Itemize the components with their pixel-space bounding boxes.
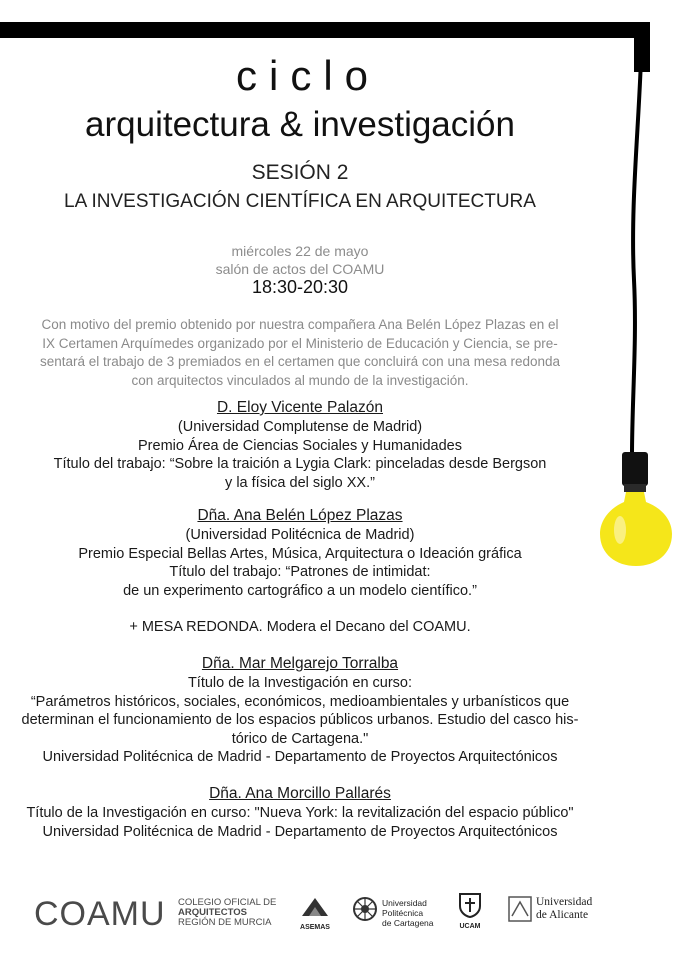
panelist-line: Universidad Politécnica de Madrid - Departamento de Proyectos Arquitectónicos (42, 823, 558, 840)
ua-text-line: Universidad (536, 896, 593, 908)
panelist-line: Título de la Investigación en curso: (187, 675, 413, 691)
intro-line: sentará el trabajo de 3 premiados en el certamen que concluirá con una mesa redonda (39, 354, 561, 369)
upct-text (382, 898, 434, 928)
light-bulb-icon (600, 450, 680, 570)
sponsor-footer (0, 880, 691, 950)
panelist-name: Dña. Mar Melgarejo Torralba (201, 655, 399, 672)
event-time: 18:30-20:30 (251, 277, 349, 297)
speaker-line: (Universidad Complutense de Madrid) (177, 419, 423, 435)
event-venue: salón de actos del COAMU (215, 261, 385, 277)
ucam-shield-icon (456, 892, 484, 918)
intro-paragraph (0, 316, 600, 390)
speaker-line: (Universidad Politécnica de Madrid) (185, 527, 415, 543)
speaker-line: Premio Área de Ciencias Sociales y Humanidades (138, 437, 462, 454)
speaker-block (0, 506, 600, 600)
ucam-logo (456, 892, 484, 930)
speaker-line: y la física del siglo XX.” (225, 474, 375, 491)
coamu-subtitle-line: REGIÓN DE MURCIA (178, 917, 272, 928)
intro-line: con arquitectos vinculados al mundo de la investigación. (131, 372, 469, 388)
panelist-block (0, 784, 600, 841)
speaker-line: Título del trabajo: “Patrones de intimidat: (169, 564, 431, 580)
intro-line: Con motivo del premio obtenido por nuestra compañera Ana Belén López Plazas en el (41, 317, 559, 332)
event-date: miércoles 22 de mayo (231, 243, 369, 259)
panelist-line: tórico de Cartagena." (231, 730, 369, 747)
speaker-name: Dña. Ana Belén López Plazas (197, 507, 403, 524)
upct-text-line: de Cartagena (382, 918, 434, 928)
ua-text-line: de Alicante (536, 909, 589, 921)
upct-emblem-icon (352, 896, 378, 922)
upct-logo (352, 896, 434, 928)
panelist-name: Dña. Ana Morcillo Pallarés (209, 785, 391, 802)
coamu-subtitle (178, 898, 276, 928)
ua-text (536, 896, 592, 922)
ua-logo (508, 896, 593, 927)
upct-text-line: Universidad (382, 898, 427, 908)
panelist-line: Universidad Politécnica de Madrid - Departamento de Proyectos Arquitectónicos (42, 749, 558, 765)
round-table-text: + MESA REDONDA. Modera el Decano del COAMU. (129, 619, 471, 635)
speaker-line: Título del trabajo: “Sobre la traición a Lygia Clark: pinceladas desde Bergson (53, 456, 547, 472)
speaker-line: de un experimento cartográfico a un modelo científico.” (123, 582, 477, 599)
ua-emblem-icon (508, 896, 532, 922)
series-title: arquitectura & investigación (85, 105, 515, 144)
asemas-logo (300, 896, 330, 931)
intro-line: IX Certamen Arquímedes organizado por el Ministerio de Educación y Ciencia, se pre- (42, 335, 558, 351)
session-title: LA INVESTIGACIÓN CIENTÍFICA EN ARQUITECTURA (64, 191, 536, 212)
asemas-mountain-icon (300, 896, 330, 918)
round-table-line (0, 618, 600, 637)
coamu-subtitle-line: ARQUITECTOS (178, 907, 247, 918)
ciclo-heading: ciclo (235, 52, 381, 99)
asemas-label: ASEMAS (300, 924, 330, 931)
panelist-line: determinan el funcionamiento de los espacios públicos urbanos. Estudio del casco his- (21, 712, 579, 728)
panelist-line: Título de la Investigación en curso: "Nueva York: la revitalización del espacio público" (26, 805, 574, 821)
panelist-line: “Parámetros históricos, sociales, económicos, medioambientales y urbanísticos que (30, 693, 570, 710)
speaker-name: D. Eloy Vicente Palazón (216, 399, 383, 416)
coamu-subtitle-line: COLEGIO OFICIAL DE (178, 897, 277, 908)
session-label: SESIÓN 2 (251, 161, 349, 184)
speaker-block (0, 398, 600, 492)
ucam-label: UCAM (459, 923, 481, 930)
upct-text-line: Politécnica (382, 908, 424, 918)
panelist-block (0, 654, 600, 767)
speaker-line: Premio Especial Bellas Artes, Música, Arquitectura o Ideación gráfica (78, 545, 522, 562)
coamu-logo: COAMU (34, 895, 166, 933)
